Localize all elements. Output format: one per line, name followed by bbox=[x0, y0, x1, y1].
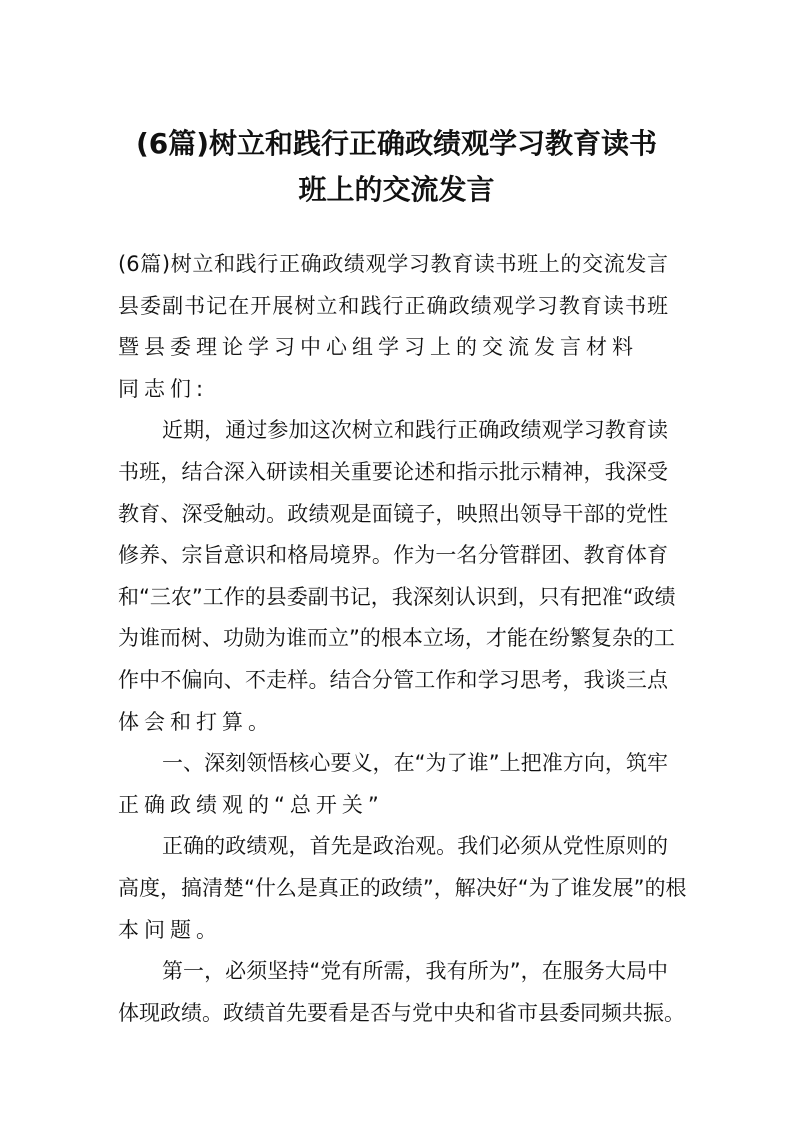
paragraph-line: 第一，必须坚持“党有所需，我有所为”，在服务大局中 bbox=[162, 959, 668, 984]
heading-line: 暨县委理论学习中心组学习上的交流发言材料 bbox=[118, 335, 638, 360]
paragraph-line: 高度，搞清楚“什么是真正的政绩”，解决好“为了谁发展”的根 bbox=[118, 875, 687, 900]
paragraph-line: 体现政绩。政绩首先要看是否与党中央和省市县委同频共振。 bbox=[118, 1000, 685, 1025]
paragraph-line: 为谁而树、功勋为谁而立”的根本立场，才能在纷繁复杂的工 bbox=[118, 626, 675, 651]
section-heading-line: 正确政绩观的“总开关” bbox=[118, 792, 384, 817]
paragraph-line: 书班，结合深入研读相关重要论述和指示批示精神，我深受 bbox=[118, 459, 668, 484]
heading-line: 县委副书记在开展树立和践行正确政绩观学习教育读书班 bbox=[118, 293, 668, 318]
title-line-1: (6篇)树立和践行正确政绩观学习教育读书 bbox=[135, 127, 658, 160]
paragraph-line: 正确的政绩观，首先是政治观。我们必须从党性原则的 bbox=[162, 834, 668, 859]
paragraph-line: 修养、宗旨意识和格局境界。作为一名分管群团、教育体育 bbox=[118, 543, 668, 568]
paragraph-line: 教育、深受触动。政绩观是面镜子，映照出领导干部的党性 bbox=[118, 501, 668, 526]
paragraph-line: 本问题。 bbox=[118, 917, 222, 942]
title-line-2: 班上的交流发言 bbox=[298, 173, 495, 206]
paragraph-line: 体会和打算。 bbox=[118, 709, 274, 734]
section-heading-line: 一、深刻领悟核心要义，在“为了谁”上把准方向，筑牢 bbox=[162, 751, 668, 776]
paragraph-line: 和“三农”工作的县委副书记，我深刻认识到，只有把准“政绩 bbox=[118, 584, 676, 609]
document-title bbox=[0, 121, 793, 213]
paragraph-line: 作中不偏向、不走样。结合分管工作和学习思考，我谈三点 bbox=[118, 667, 668, 692]
document-body bbox=[118, 244, 687, 1034]
salutation: 同志们: bbox=[118, 376, 209, 401]
paragraph-line: 近期，通过参加这次树立和践行正确政绩观学习教育读 bbox=[162, 418, 668, 443]
subtitle-line: (6篇)树立和践行正确政绩观学习教育读书班上的交流发言 bbox=[118, 252, 668, 276]
